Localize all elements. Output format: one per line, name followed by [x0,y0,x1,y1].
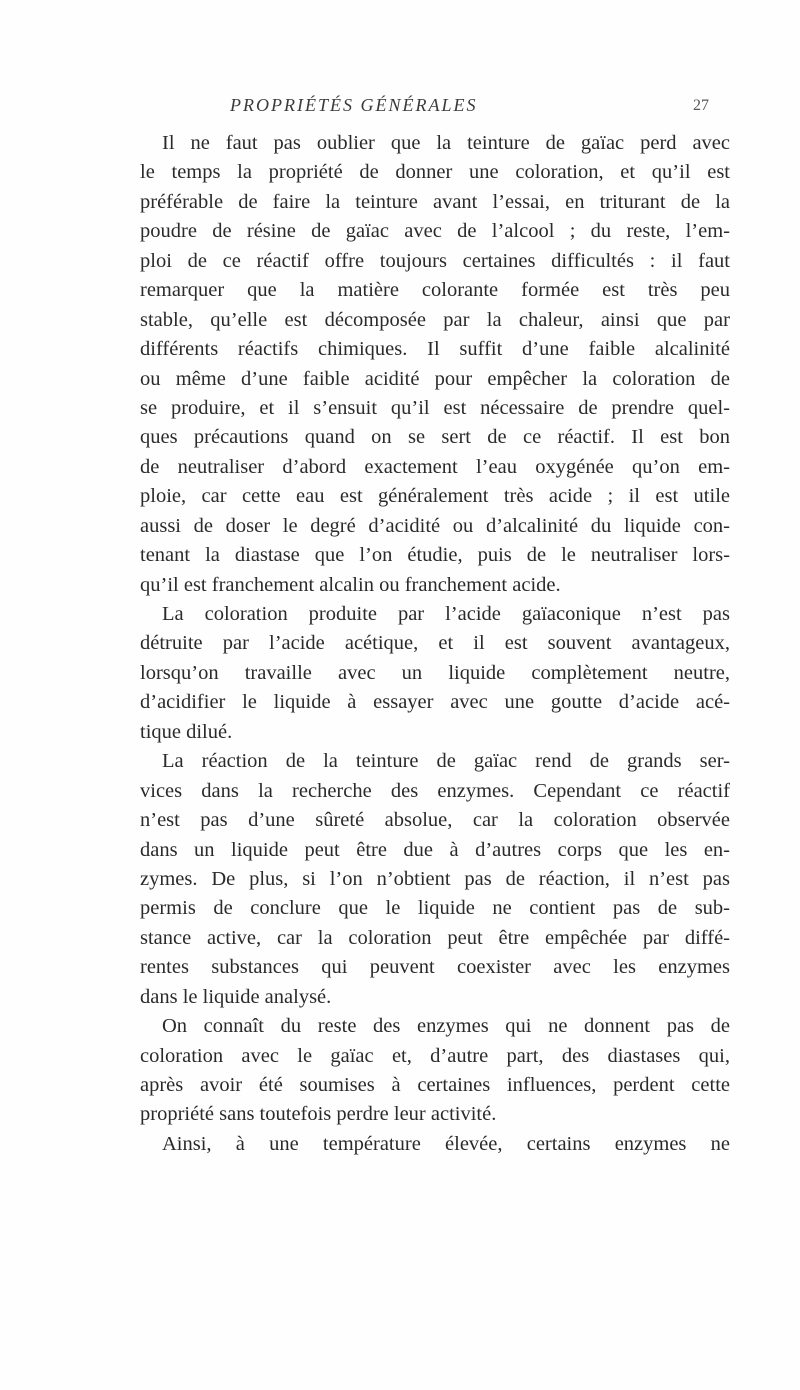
text-line: poudre de résine de gaïac avec de l’alcool ; du reste, l’em- [140,220,730,243]
text-line: préférable de faire la teinture avant l’essai, en triturant de la [140,190,730,213]
text-line: d’acidifier le liquide à essayer avec une goutte d’acide acé- [140,691,730,714]
page-number: 27 [693,97,709,114]
text-line: Ainsi, à une température élevée, certains enzymes ne [162,1132,730,1155]
text-line: aussi de doser le degré d’acidité ou d’alcalinité du liquide con- [140,514,730,537]
text-line: détruite par l’acide acétique, et il est souvent avantageux, [140,632,730,655]
text-line: propriété sans toutefois perdre leur activité. [140,1103,497,1126]
text-line: permis de conclure que le liquide ne contient pas de sub- [140,897,730,920]
text-line: stable, qu’elle est décomposée par la chaleur, ainsi que par [140,308,730,331]
text-line: lorsqu’on travaille avec un liquide complètement neutre, [140,661,730,684]
text-line: n’est pas d’une sûreté absolue, car la coloration observée [140,809,730,832]
text-line: On connaît du reste des enzymes qui ne donnent pas de [162,1015,730,1038]
text-line: ou même d’une faible acidité pour empêcher la coloration de [140,367,730,390]
text-line: tenant la diastase que l’on étudie, puis de le neutraliser lors- [140,544,730,567]
text-line: vices dans la recherche des enzymes. Cependant ce réactif [140,779,730,802]
text-line: se produire, et il s’ensuit qu’il est nécessaire de prendre quel- [140,396,730,419]
text-line: remarquer que la matière colorante formée est très peu [140,279,730,302]
text-line: tique dilué. [140,720,233,743]
text-line: le temps la propriété de donner une coloration, et qu’il est [140,161,730,184]
text-line: qu’il est franchement alcalin ou franchement acide. [140,573,561,596]
text-line: différents réactifs chimiques. Il suffit d’une faible alcalinité [140,338,730,361]
text-line: de neutraliser d’abord exactement l’eau oxygénée qu’on em- [140,455,730,478]
text-line: Il ne faut pas oublier que la teinture de gaïac perd avec [162,132,730,154]
text-line: stance active, car la coloration peut être empêchée par diffé- [140,926,730,949]
text-line: zymes. De plus, si l’on n’obtient pas de réaction, il n’est pas [140,867,730,890]
text-line: La réaction de la teinture de gaïac rend de grands ser- [162,750,730,773]
text-line: dans le liquide analysé. [140,985,332,1008]
text-line: ploi de ce réactif offre toujours certaines difficultés : il faut [140,249,730,272]
text-line: ploie, car cette eau est généralement très acide ; il est utile [140,485,730,508]
text-line: ques précautions quand on se sert de ce réactif. Il est bon [140,426,730,449]
text-line: rentes substances qui peuvent coexister avec les enzymes [140,956,730,979]
text-line: La coloration produite par l’acide gaïaconique n’est pas [162,603,730,625]
text-line: après avoir été soumises à certaines influences, perdent cette [140,1074,730,1096]
running-title: PROPRIÉTÉS GÉNÉRALES [230,95,478,115]
running-head [0,95,800,125]
body-text [140,129,730,1159]
text-line: coloration avec le gaïac et, d’autre part, des diastases qui, [140,1044,730,1067]
text-line: dans un liquide peut être due à d’autres corps que les en- [140,838,730,861]
